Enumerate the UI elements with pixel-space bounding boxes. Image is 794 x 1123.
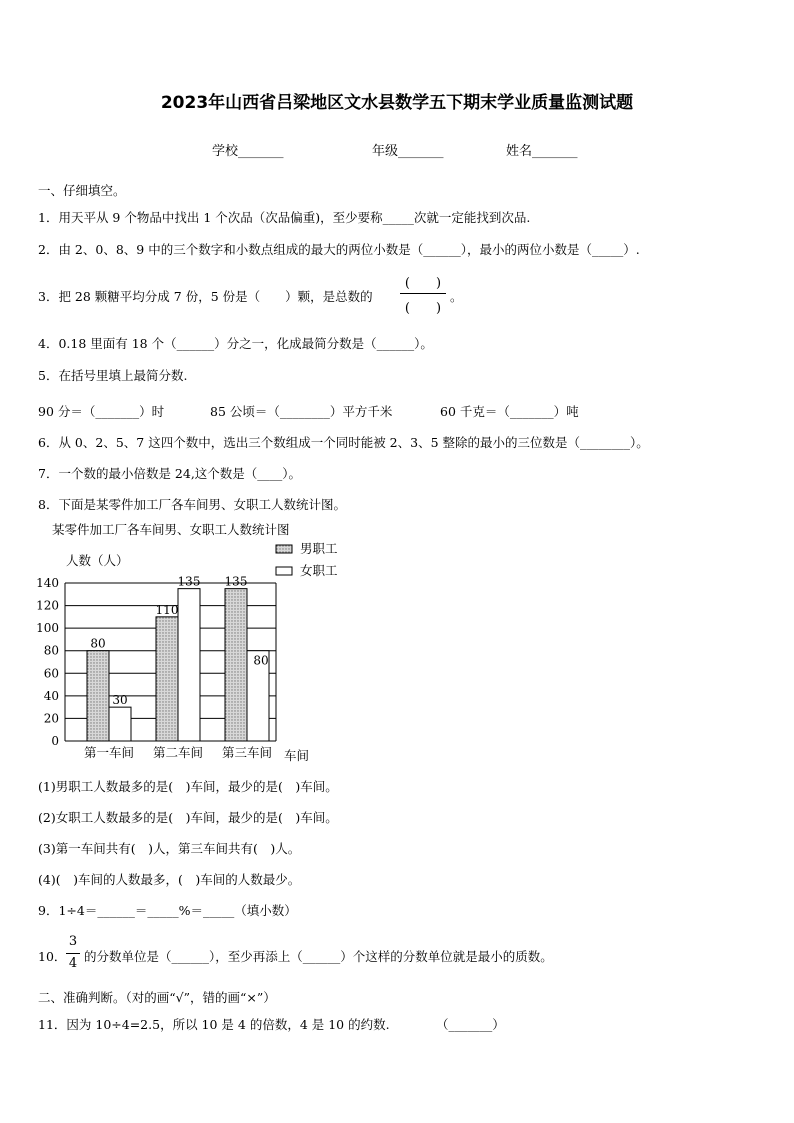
question-10-number: 10． — [38, 949, 67, 964]
y-tick-label: 80 — [43, 643, 59, 658]
legend-swatch-female — [276, 567, 292, 575]
name-field — [506, 140, 578, 159]
q10-fraction-bar — [66, 953, 80, 954]
bar — [87, 651, 109, 741]
question-8-3: (3)第一车间共有( )人，第三车间共有( )人。 — [38, 841, 301, 856]
bar — [156, 617, 178, 741]
y-tick-label: 0 — [51, 734, 59, 748]
question-5a: 90 分＝（_______）时 — [38, 404, 165, 419]
chart-xlabel: 车间 — [284, 748, 310, 763]
question-8: 8．下面是某零件加工厂各车间男、女职工人数统计图。 — [38, 497, 346, 512]
question-9: 9．1÷4＝______＝_____%＝_____（填小数） — [38, 903, 297, 918]
y-tick-label: 120 — [36, 598, 59, 613]
question-5b: 85 公顷＝（________）平方千米 — [210, 404, 393, 419]
question-10-text: 的分数单位是（______），至少再添上（______）个这样的分数单位就是最小的质数。 — [84, 949, 553, 964]
question-6: 6．从 0、2、5、7 这四个数中，选出三个数组成一个同时能被 2、3、5 整除的最小的三位数是（________）。 — [38, 435, 649, 450]
q3-end: 。 — [450, 289, 463, 304]
chart-ylabel: 人数（人） — [66, 553, 129, 568]
name-blank: _______ — [532, 144, 578, 159]
question-5: 5．在括号里填上最简分数. — [38, 368, 188, 383]
q3-fraction-bar — [400, 293, 446, 294]
category-label: 第一车间 — [83, 745, 135, 760]
bar-chart — [30, 518, 370, 768]
bar — [225, 589, 247, 741]
question-2: 2．由 2、0、8、9 中的三个数字和小数点组成的最大的两位小数是（______），最小的两位小数是（_____）. — [38, 242, 640, 257]
q10-fraction-denominator: 4 — [68, 956, 78, 971]
school-blank: _______ — [238, 144, 284, 159]
bar-value-label: 110 — [155, 602, 179, 617]
y-tick-label: 40 — [43, 688, 59, 703]
question-8-2: (2)女职工人数最多的是( )车间，最少的是( )车间。 — [38, 810, 338, 825]
chart-bars — [84, 575, 272, 760]
chart-title: 某零件加工厂各车间男、女职工人数统计图 — [52, 522, 290, 537]
grade-blank: _______ — [398, 144, 444, 159]
question-1: 1．用天平从 9 个物品中找出 1 个次品（次品偏重)，至少要称_____次就一定能找到次品. — [38, 210, 531, 225]
question-11: 11．因为 10÷4=2.5，所以 10 是 4 的倍数，4 是 10 的约数. — [38, 1017, 390, 1032]
q3-fraction-numerator: ( ) — [404, 276, 442, 291]
bar — [109, 707, 131, 741]
question-11-blank: （_______） — [436, 1017, 505, 1032]
y-tick-label: 60 — [43, 666, 59, 681]
school-label: 学校 — [212, 144, 239, 159]
question-8-1: (1)男职工人数最多的是( )车间，最少的是( )车间。 — [38, 779, 338, 794]
legend-swatch-male — [276, 545, 292, 553]
school-field — [212, 140, 284, 159]
legend-label-male: 男职工 — [300, 541, 338, 556]
bar-value-label: 80 — [253, 653, 269, 668]
y-tick-label: 20 — [43, 711, 59, 726]
y-tick-label: 100 — [36, 621, 59, 636]
category-label: 第二车间 — [152, 745, 204, 760]
question-5c: 60 千克＝（_______）吨 — [440, 404, 579, 419]
q3-fraction-denominator: ( ) — [404, 301, 442, 316]
bar-value-label: 30 — [112, 693, 128, 708]
section-1-heading: 一、仔细填空。 — [38, 183, 126, 198]
category-label: 第三车间 — [221, 745, 273, 760]
bar-value-label: 80 — [90, 636, 106, 651]
name-label: 姓名 — [506, 144, 533, 159]
bar-value-label: 135 — [177, 574, 201, 589]
y-tick-label: 140 — [36, 576, 59, 590]
question-8-4: (4)( )车间的人数最多，( )车间的人数最少。 — [38, 872, 301, 887]
q10-fraction-numerator: 3 — [68, 934, 78, 949]
grade-field — [372, 140, 444, 159]
question-3-text: 3．把 28 颗糖平均分成 7 份，5 份是（ ）颗，是总数的 — [38, 289, 373, 304]
question-4: 4．0.18 里面有 18 个（______）分之一，化成最简分数是（______）。 — [38, 336, 433, 351]
page-title: 2023年山西省吕梁地区文水县数学五下期末学业质量监测试题 — [160, 93, 634, 113]
legend-label-female: 女职工 — [300, 563, 338, 578]
question-3 — [38, 287, 373, 305]
bar-value-label: 135 — [224, 574, 248, 589]
question-7: 7．一个数的最小倍数是 24,这个数是（____）。 — [38, 466, 302, 481]
grade-label: 年级 — [372, 144, 399, 159]
bar — [178, 589, 200, 741]
section-2-heading: 二、准确判断。（对的画“√”，错的画“×”） — [38, 990, 276, 1005]
